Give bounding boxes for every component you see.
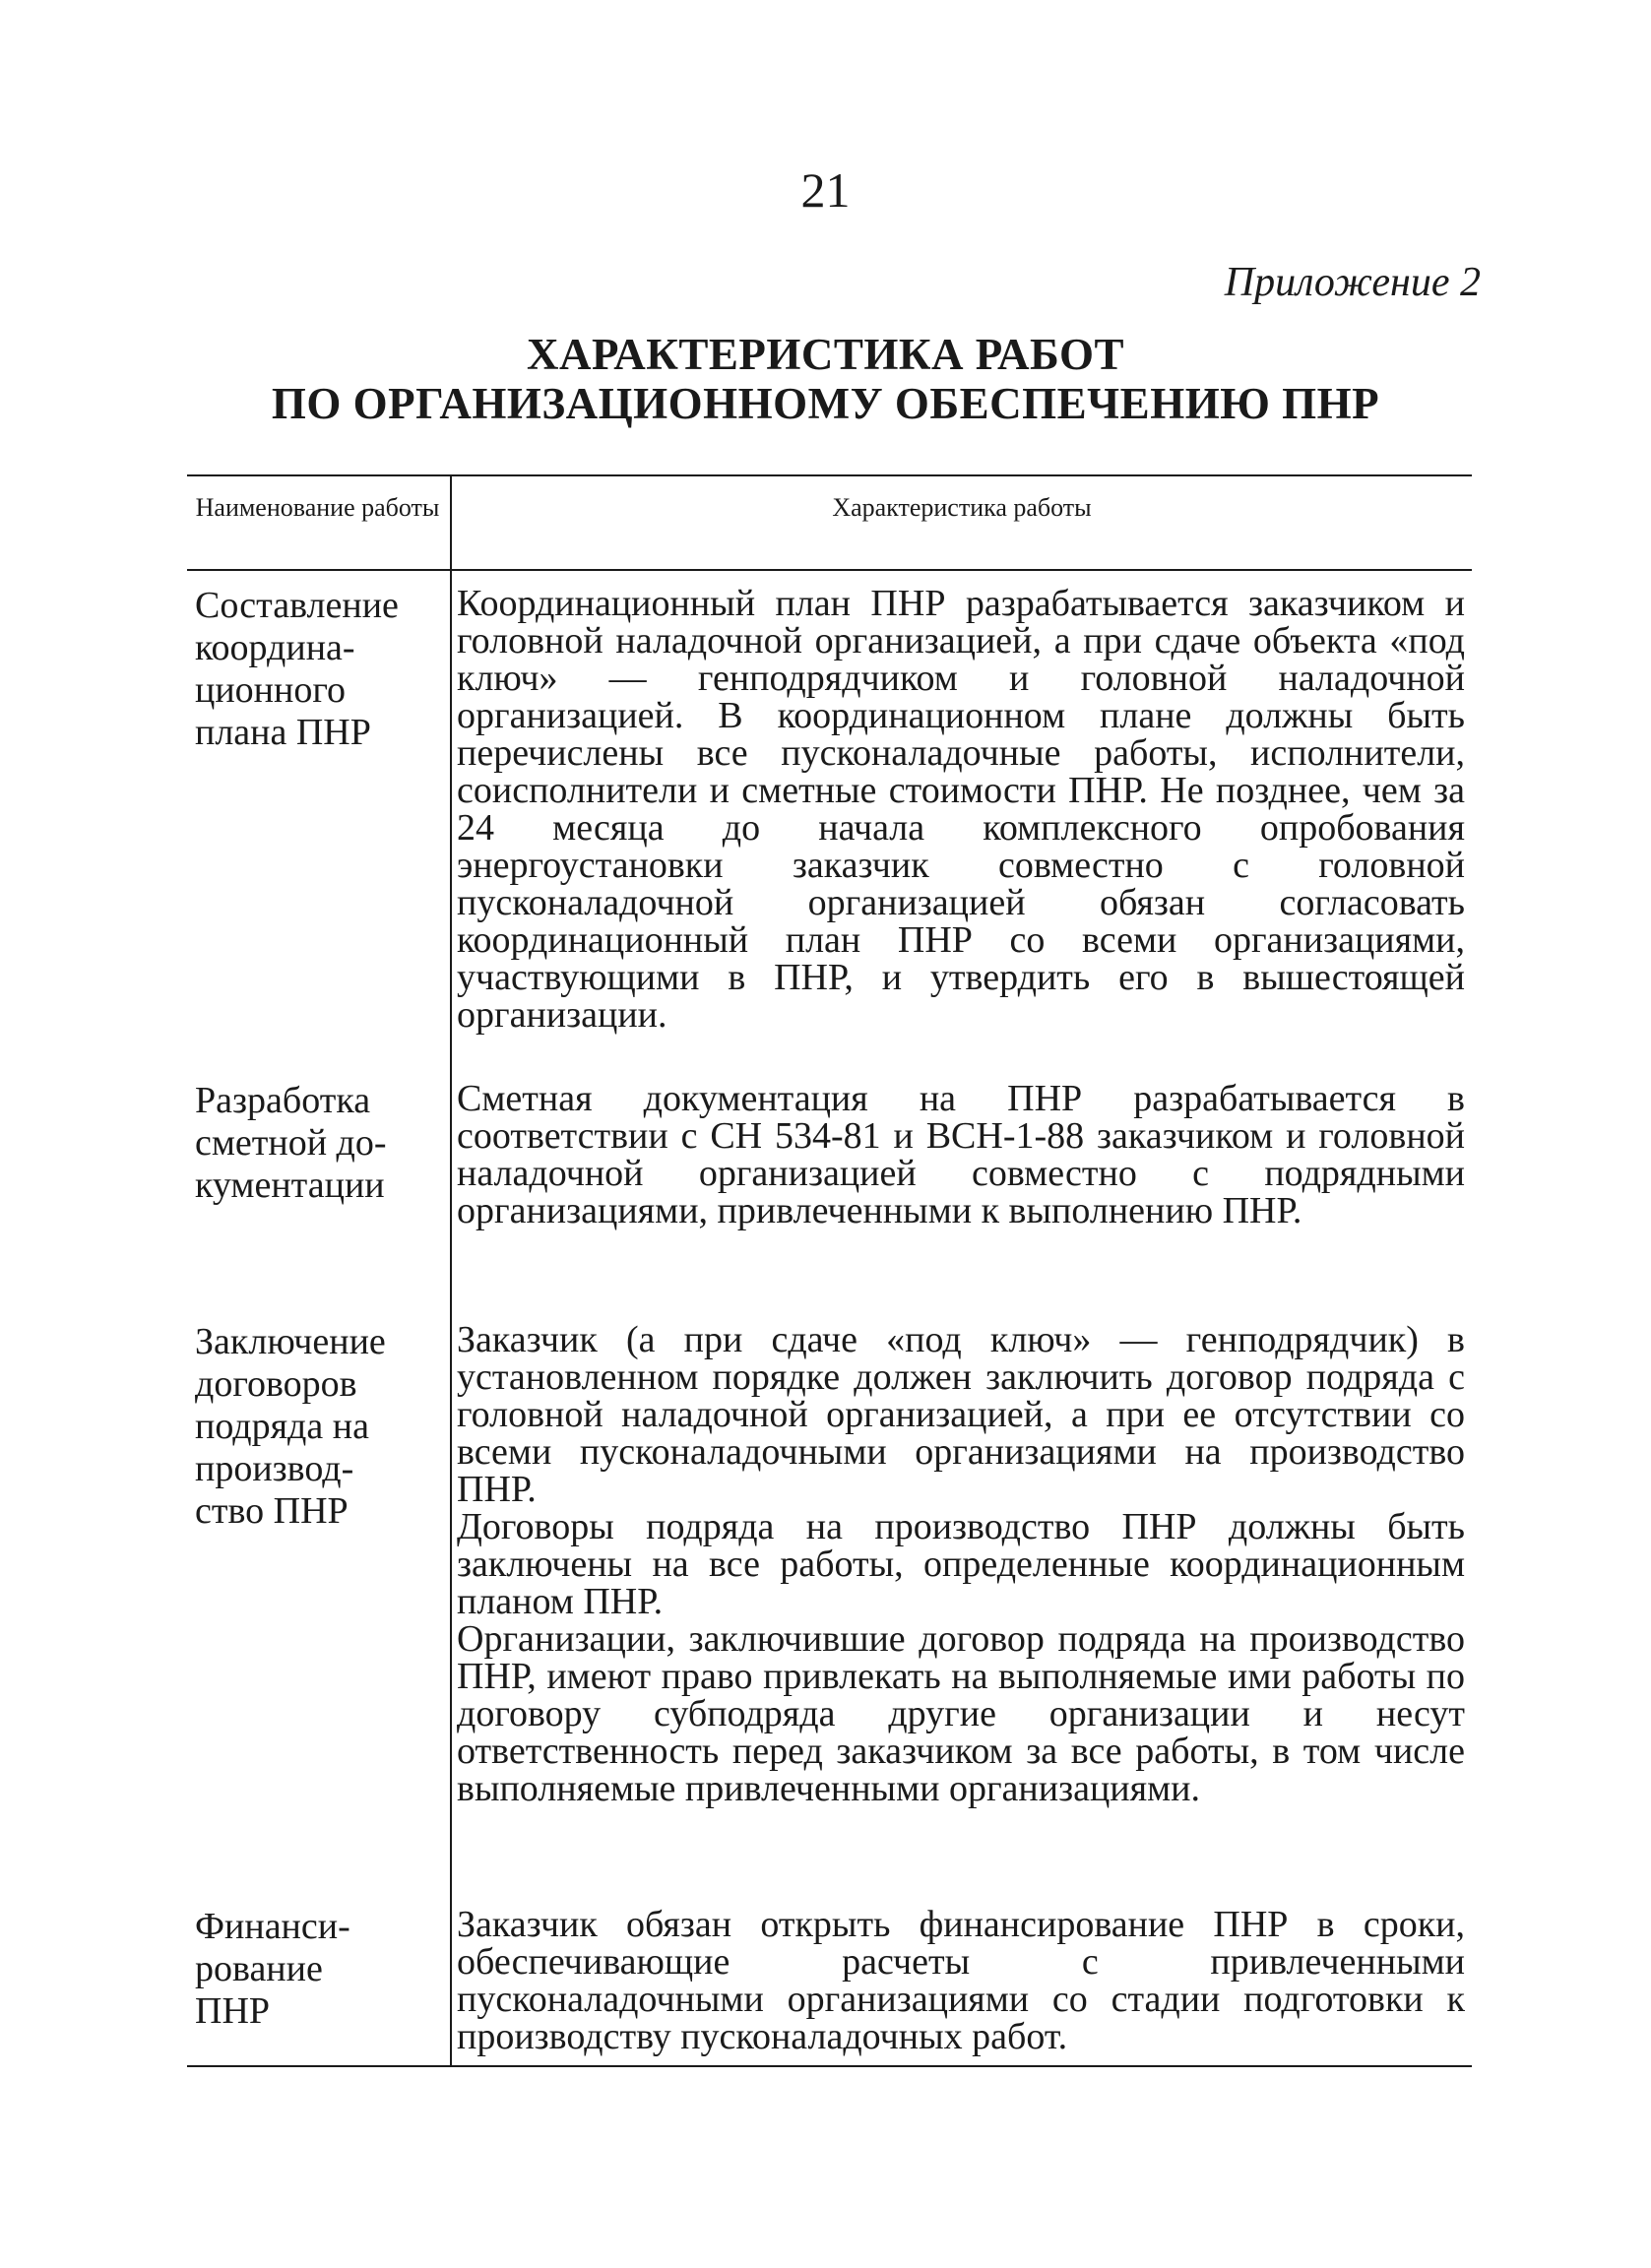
row-4-paragraph-1: Заказчик обязан открыть финансирование ПНР в сроки, обеспечивающие расчеты с привлеченными пусконаладочными организациями со стадии подготовки к производству пусконаладочных работ. <box>457 1904 1465 2057</box>
document-title <box>0 330 1651 428</box>
title-line-1: ХАРАКТЕРИСТИКА РАБОТ <box>527 330 1124 379</box>
row-2-name: Разработка сметной до- кументации <box>195 1080 387 1206</box>
row-3-paragraph-2: Договоры подряда на производство ПНР должны быть заключены на все работы, определенные координационным планом ПНР. <box>457 1506 1465 1622</box>
table-column-divider <box>450 474 452 2067</box>
table-top-rule <box>187 474 1472 476</box>
row-4-description <box>457 1906 1465 2055</box>
row-3-paragraph-1: Заказчик (а при сдаче «под ключ» — генподрядчик) в установленном порядке должен заключить договор подряда с головной наладочной организацией, а при ее отсутствии со всеми пусконаладочными организациями на производство ПНР. <box>457 1319 1465 1510</box>
row-4-name: Финанси- рование ПНР <box>195 1906 350 2032</box>
page-number: 21 <box>800 162 851 218</box>
row-3-description <box>457 1321 1465 1807</box>
row-1-name: Составление координа- ционного плана ПНР <box>195 585 399 753</box>
row-1-paragraph-1: Координационный план ПНР разрабатывается заказчиком и головной наладочной организацией, а при сдаче объекта «под ключ» — генподрядчиком и головной наладочной организацией. В координационном плане должны быть перечислены все пусконаладочные работы, исполнители, соисполнители и сметные стоимости ПНР. Не позднее, чем за 24 месяца до начала комплексного опробования энергоустановки заказчик совместно с головной пусконаладочной организацией обязан согласовать координационный план ПНР со всеми организациями, участвующими в ПНР, и утвердить его в вышестоящей организации. <box>457 583 1465 1036</box>
row-3-paragraph-3: Организации, заключившие договор подряда на производство ПНР, имеют право привлекать на выполняемые ими работы по договору субподряда другие организации и несут ответственность перед заказчиком за все работы, в том числе выполняемые привлеченными организациями. <box>457 1618 1465 1809</box>
works-table <box>187 474 1472 2109</box>
header-work-name: Наименование работы <box>195 493 440 522</box>
row-3-name: Заключение договоров подряда на производ- ство ПНР <box>195 1321 386 1532</box>
row-2-paragraph-1: Сметная документация на ПНР разрабатывается в соответствии с СН 534-81 и ВСН-1-88 заказчиком и головной наладочной организацией совместно с подрядными организациями, привлеченными к выполнению ПНР. <box>457 1078 1465 1231</box>
table-header-rule <box>187 569 1472 571</box>
row-1-description <box>457 585 1465 1034</box>
table-bottom-rule <box>187 2065 1472 2067</box>
title-line-2: ПО ОРГАНИЗАЦИОННОМУ ОБЕСПЕЧЕНИЮ ПНР <box>271 379 1380 428</box>
header-work-characteristic: Характеристика работы <box>832 493 1092 522</box>
row-2-description <box>457 1080 1465 1229</box>
appendix-label: Приложение 2 <box>1224 260 1481 305</box>
